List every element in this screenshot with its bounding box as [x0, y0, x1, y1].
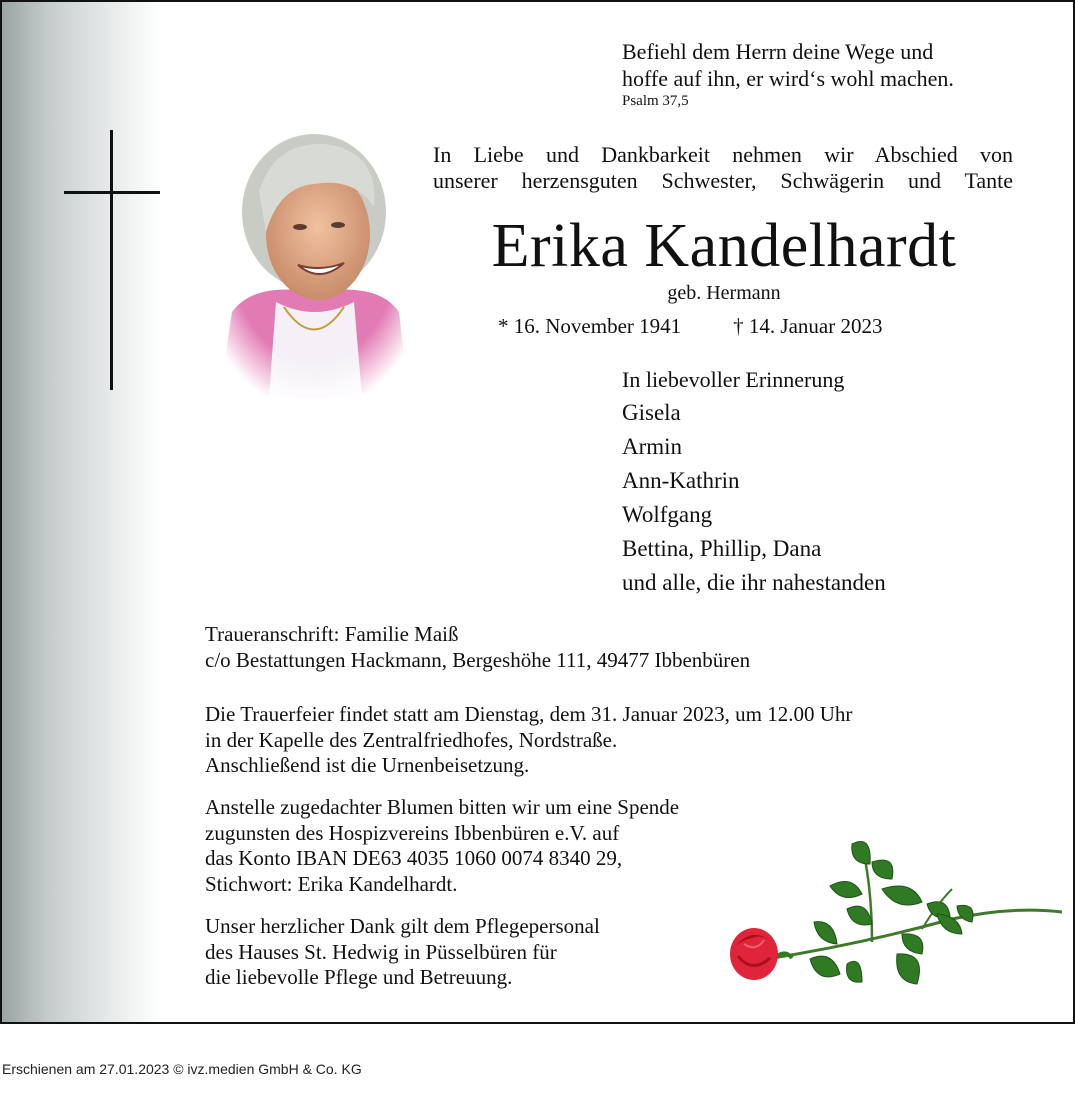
birth-name: geb. Hermann: [667, 282, 781, 304]
mourner-name: Gisela: [622, 400, 681, 425]
birth-date: * 16. November 1941: [498, 314, 682, 338]
thanks-text: [205, 914, 600, 991]
address-line: Traueranschrift: Familie Maiß: [205, 622, 459, 646]
thanks-line: die liebevolle Pflege und Betreuung.: [205, 965, 513, 989]
ceremony-line: Anschließend ist die Urnenbeisetzung.: [205, 753, 530, 777]
intro-line: unserer herzensguten Schwester, Schwägerin und Tante: [433, 168, 1013, 193]
mourner-name: Bettina, Phillip, Dana: [622, 536, 822, 561]
death-date: † 14. Januar 2023: [733, 314, 883, 338]
psalm-line: hoffe auf ihn, er wird‘s wohl machen.: [622, 66, 954, 91]
gradient-sidebar: [2, 2, 162, 1022]
donation-info: [205, 795, 679, 897]
address-line: c/o Bestattungen Hackmann, Bergeshöhe 111, 49477 Ibbenbüren: [205, 647, 751, 672]
portrait-photo: [214, 122, 414, 397]
life-dates: [498, 314, 882, 339]
donation-line: Anstelle zugedachter Blumen bitten wir um eine Spende: [205, 795, 680, 819]
donation-line: das Konto IBAN DE63 4035 1060 0074 8340 29,: [205, 846, 623, 870]
ceremony-line: in der Kapelle des Zentralfriedhofes, Nordstraße.: [205, 727, 618, 752]
mourner-name: Armin: [622, 434, 683, 459]
psalm-line: Befiehl dem Herrn deine Wege und: [622, 39, 934, 64]
mourners-heading: In liebevoller Erinnerung: [622, 367, 845, 392]
rose-icon: [722, 834, 1067, 1004]
mourner-name: und alle, die ihr nahestanden: [622, 570, 886, 595]
thanks-line: des Hauses St. Hedwig in Püsselbüren für: [205, 939, 557, 964]
mourner-name: Wolfgang: [622, 502, 713, 527]
psalm-reference: Psalm 37,5: [622, 93, 689, 109]
mourners-list: [622, 366, 886, 600]
ceremony-line: Die Trauerfeier findet statt am Dienstag, dem 31. Januar 2023, um 12.00 Uhr: [205, 702, 853, 726]
donation-line: zugunsten des Hospizvereins Ibbenbüren e.V. auf: [205, 820, 620, 845]
intro-line: In Liebe und Dankbarkeit nehmen wir Abschied von: [433, 142, 1013, 167]
publication-footer: Erschienen am 27.01.2023 © ivz.medien GmbH & Co. KG: [2, 1061, 362, 1077]
ceremony-info: [205, 702, 852, 779]
mourner-name: Ann-Kathrin: [622, 468, 740, 493]
intro-text: [433, 142, 1013, 194]
mourning-address: [205, 622, 750, 673]
thanks-line: Unser herzlicher Dank gilt dem Pflegepersonal: [205, 914, 600, 938]
deceased-name: Erika Kandelhardt: [491, 212, 957, 280]
donation-line: Stichwort: Erika Kandelhardt.: [205, 871, 458, 896]
psalm-verse: [622, 38, 954, 92]
